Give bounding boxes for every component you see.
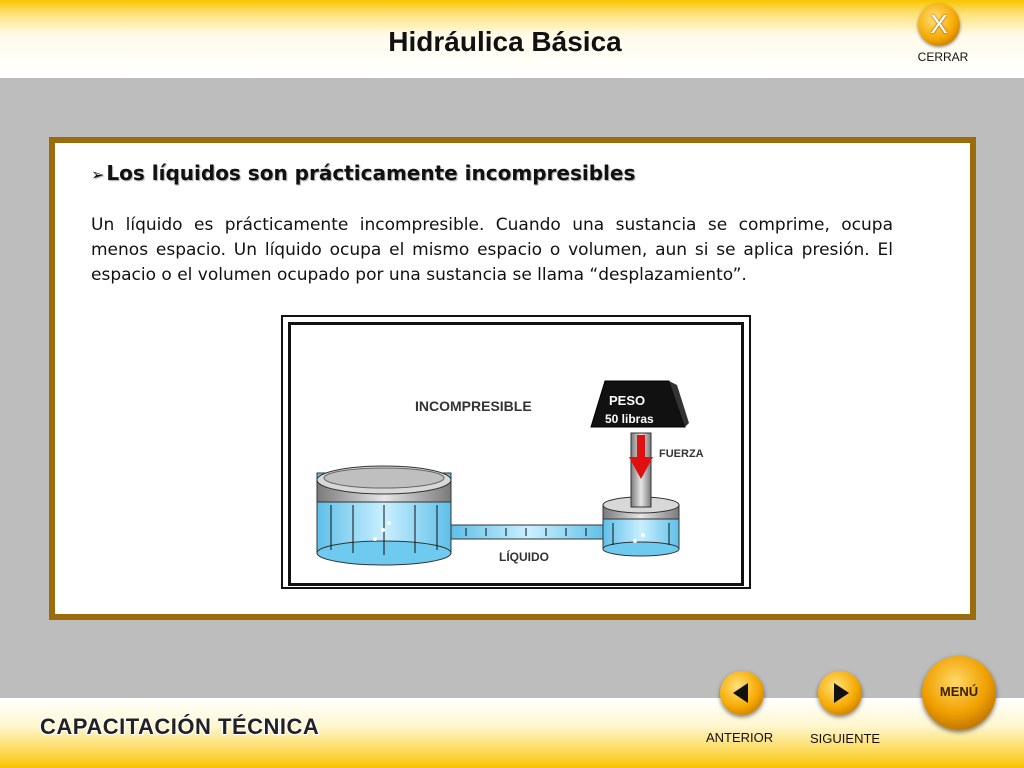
incompresible-label: INCOMPRESIBLE: [415, 398, 532, 414]
page-title: Hidráulica Básica: [388, 26, 622, 57]
menu-label[interactable]: MENÚ: [939, 684, 979, 699]
menu-button[interactable]: [922, 656, 996, 730]
arrow-bullet-icon: ➢: [91, 165, 105, 184]
close-icon[interactable]: X: [930, 9, 948, 39]
prev-label[interactable]: ANTERIOR: [706, 730, 774, 745]
weight-title: PESO: [609, 393, 646, 408]
section-heading: [91, 161, 635, 185]
weight-value: 50 libras: [605, 412, 654, 426]
brand-label: CAPACITACIÓN TÉCNICA: [40, 714, 320, 739]
triangle-left-icon: [720, 671, 764, 715]
close-button[interactable]: [918, 4, 960, 46]
triangle-right-icon: [818, 671, 862, 715]
close-label[interactable]: CERRAR: [917, 50, 969, 64]
force-label: FUERZA: [659, 448, 704, 460]
header-bar: [0, 0, 1024, 78]
connecting-pipe: [451, 525, 606, 539]
weight-block: [591, 381, 689, 427]
previous-button[interactable]: [720, 671, 764, 715]
hydraulic-diagram: [281, 315, 751, 589]
section-heading-text: Los líquidos son prácticamente incompresibles: [106, 161, 636, 185]
large-cylinder: [317, 466, 451, 565]
diagram-frame: [288, 322, 744, 586]
content-panel: [49, 137, 976, 620]
next-label[interactable]: SIGUIENTE: [810, 731, 881, 746]
diagram-svg: [291, 325, 741, 583]
next-button[interactable]: [818, 671, 862, 715]
footer-bar: [0, 698, 1024, 768]
liquid-label: LÍQUIDO: [499, 550, 549, 564]
body-paragraph: Un líquido es prácticamente incompresible. Cuando una sustancia se comprime, ocupa menos espacio. Un líquido ocupa el mismo espacio o volumen, aun si se aplica presión. El espacio o el volumen ocupado por una sustancia se llama “desplazamiento”.: [91, 215, 893, 285]
